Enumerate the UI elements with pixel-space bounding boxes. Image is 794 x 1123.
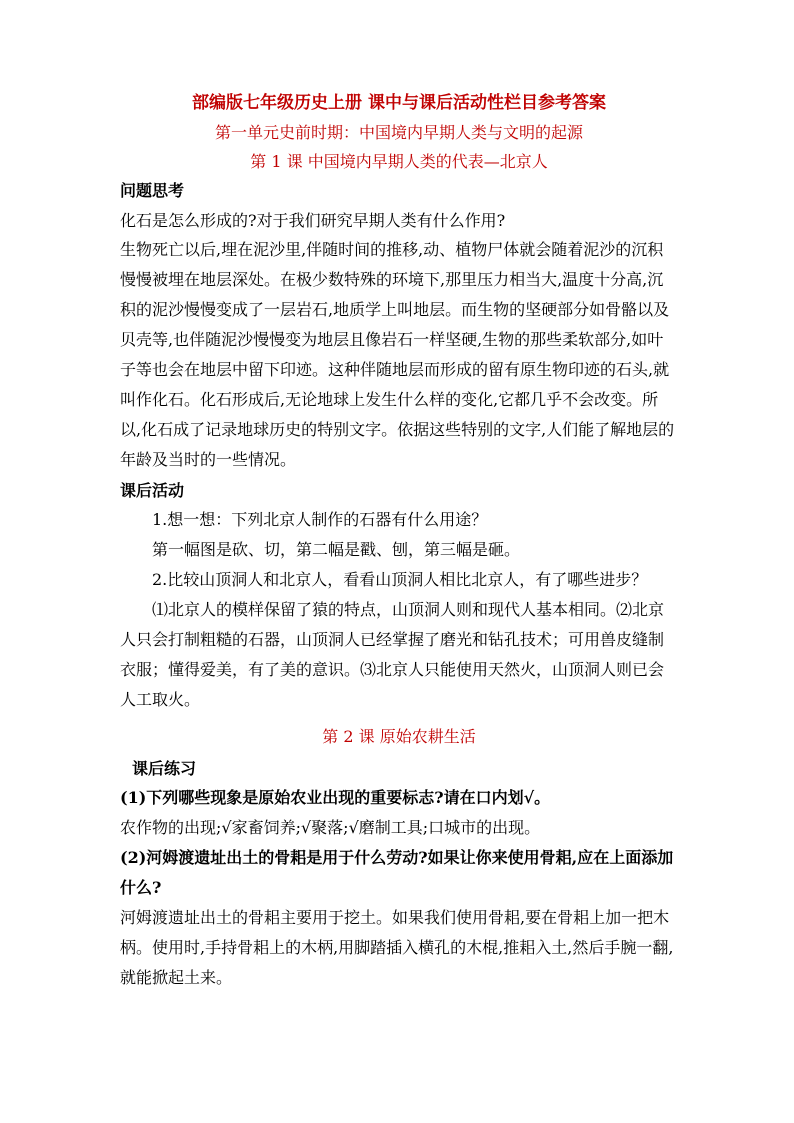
- practice-q1: (1)下列哪些现象是原始农业出现的重要标志?请在口内划√。: [120, 788, 551, 807]
- section-think-heading: 问题思考: [120, 181, 185, 200]
- think-answer: 生物死亡以后,埋在泥沙里,伴随时间的推移,动、植物尸体就会随着泥沙的沉积慢慢被埋在地层深处。在极少数特殊的环境下,那里压力相当大,温度十分高,沉积的泥沙慢慢变成了一层岩石,地质学上叫地层。而生物的坚硬部分如骨骼以及贝壳等,也伴随泥沙慢慢变为地层且像岩石一样坚硬,生物的那些柔软部分,如叶子等也会在地层中留下印迹。这种伴随地层而形成的留有原生物印迹的石头,就叫作化石。化石形成后,无论地球上发生什么样的变化,它都几乎不会改变。所以,化石成了记录地球历史的特别文字。依据这些特别的文字,人们能了解地层的年龄及当时的一些情况。: [120, 240, 675, 469]
- lesson2-heading: 第 2 课 原始农耕生活: [322, 727, 476, 746]
- practice-a1: 农作物的出现;√家畜饲养;√聚落;√磨制工具;口城市的出现。: [120, 818, 541, 837]
- practice-a2: 河姆渡遗址出土的骨耜主要用于挖土。如果我们使用骨耜,要在骨耜上加一把木柄。使用时,手持骨耜上的木柄,用脚踏插入横孔的木棍,推耜入土,然后手腕一翻,就能掀起土来。: [120, 908, 674, 987]
- unit-heading: 第一单元史前时期：中国境内早期人类与文明的起源: [214, 123, 583, 142]
- practice-q2: (2)河姆渡遗址出土的骨耜是用于什么劳动?如果让你来使用骨耜,应在上面添加什么?: [120, 848, 674, 897]
- activity2-question: 2.比较山顶洞人和北京人，看看山顶洞人相比北京人，有了哪些进步？: [152, 570, 648, 589]
- lesson1-heading: 第 1 课 中国境内早期人类的代表—北京人: [250, 152, 548, 171]
- activity2-answer: ⑴北京人的模样保留了猿的特点，山顶洞人则和现代人基本相同。⑵北京人只会打制粗糙的石器，山顶洞人已经掌握了磨光和钻孔技术；可用兽皮缝制衣服；懂得爱美，有了美的意识。⑶北京人只能使用天然火，山顶洞人则已会人工取火。: [120, 600, 665, 709]
- document-title: 部编版七年级历史上册 课中与课后活动性栏目参考答案: [192, 93, 606, 113]
- section-practice-heading: 课后练习: [132, 759, 197, 778]
- section-activity-heading: 课后活动: [120, 481, 185, 500]
- think-question: 化石是怎么形成的?对于我们研究早期人类有什么作用?: [120, 211, 506, 230]
- document-body: [120, 92, 678, 993]
- activity1-question: 1.想一想：下列北京人制作的石器有什么用途？: [152, 510, 488, 529]
- activity1-answer: 第一幅图是砍、切，第二幅是戳、刨，第三幅是砸。: [152, 540, 521, 559]
